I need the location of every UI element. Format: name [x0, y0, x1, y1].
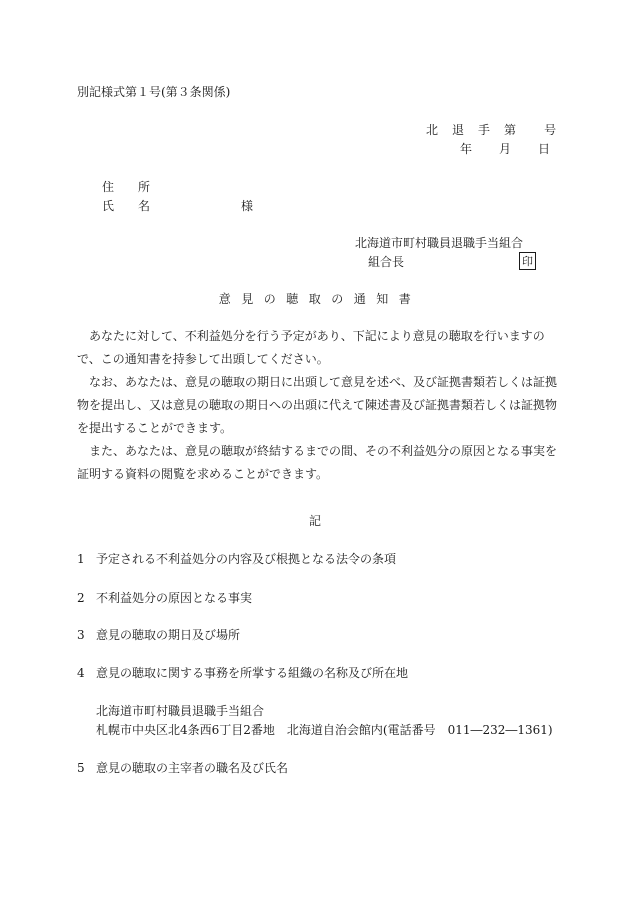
doc-number-char: 北 — [426, 123, 439, 137]
issuer-organization: 北海道市町村職員退職手当組合 — [355, 236, 524, 250]
item-text: 意見の聴取に関する事務を所掌する組織の名称及び所在地 — [96, 666, 409, 680]
seal-mark: 印 — [519, 252, 536, 270]
list-item — [77, 553, 396, 565]
addressee-name — [102, 200, 150, 212]
item-number: 4 — [77, 666, 85, 680]
list-item — [77, 592, 252, 604]
item-text: 不利益処分の原因となる事実 — [96, 591, 253, 605]
item-number: 3 — [77, 628, 85, 642]
paragraph-text: なお、あなたは、意見の聴取の期日に出頭して意見を述べ、及び証拠書類若しくは証拠物を提出し、又は意見の聴取の期日への出頭に代えて陳述書及び証拠書類若しくは証拠物を提出することができます。 — [77, 375, 558, 435]
document-title: 意見の聴取の通知書 — [218, 292, 422, 306]
item-text: 意見の聴取の期日及び場所 — [96, 628, 241, 642]
addressee-address — [102, 181, 150, 193]
issuer-title: 組合長 — [368, 255, 405, 269]
paragraph-text: また、あなたは、意見の聴取が終結するまでの間、その不利益処分の原因となる事実を証明する資料の閲覧を求めることができます。 — [77, 444, 558, 481]
name-label: 氏 名 — [102, 199, 151, 213]
list-item — [77, 629, 240, 641]
date-year: 年 — [460, 142, 473, 156]
body-paragraph — [77, 371, 557, 440]
item-text: 意見の聴取の主宰者の職名及び氏名 — [96, 761, 289, 775]
list-item — [77, 667, 408, 679]
address-label: 住 所 — [102, 180, 151, 194]
contact-organization: 北海道市町村職員退職手当組合 — [96, 704, 265, 718]
document-number-line — [426, 124, 556, 136]
item-text: 予定される不利益処分の内容及び根拠となる法令の条項 — [96, 552, 397, 566]
doc-number-char: 第 — [504, 123, 517, 137]
paragraph-text: あなたに対して、不利益処分を行う予定があり、下記により意見の聴取を行いますので、この通知書を持参して出頭してください。 — [77, 329, 545, 366]
item-number: 1 — [77, 552, 85, 566]
body-paragraph — [77, 440, 557, 486]
doc-number-char: 退 — [452, 123, 465, 137]
body-paragraph — [77, 325, 557, 371]
list-item — [77, 762, 288, 774]
date-line — [460, 143, 550, 155]
honorific: 様 — [241, 199, 254, 213]
ki-heading: 記 — [308, 514, 321, 528]
item-number: 2 — [77, 591, 85, 605]
item-number: 5 — [77, 761, 85, 775]
form-label: 別記様式第１号(第３条関係) — [77, 85, 231, 99]
doc-number-char: 手 — [478, 123, 491, 137]
contact-address: 札幌市中央区北4条西6丁目2番地 北海道自治会館内(電話番号 011―232―1361) — [96, 723, 553, 737]
doc-number-char: 号 — [544, 123, 557, 137]
date-day: 日 — [538, 142, 551, 156]
date-month: 月 — [499, 142, 512, 156]
